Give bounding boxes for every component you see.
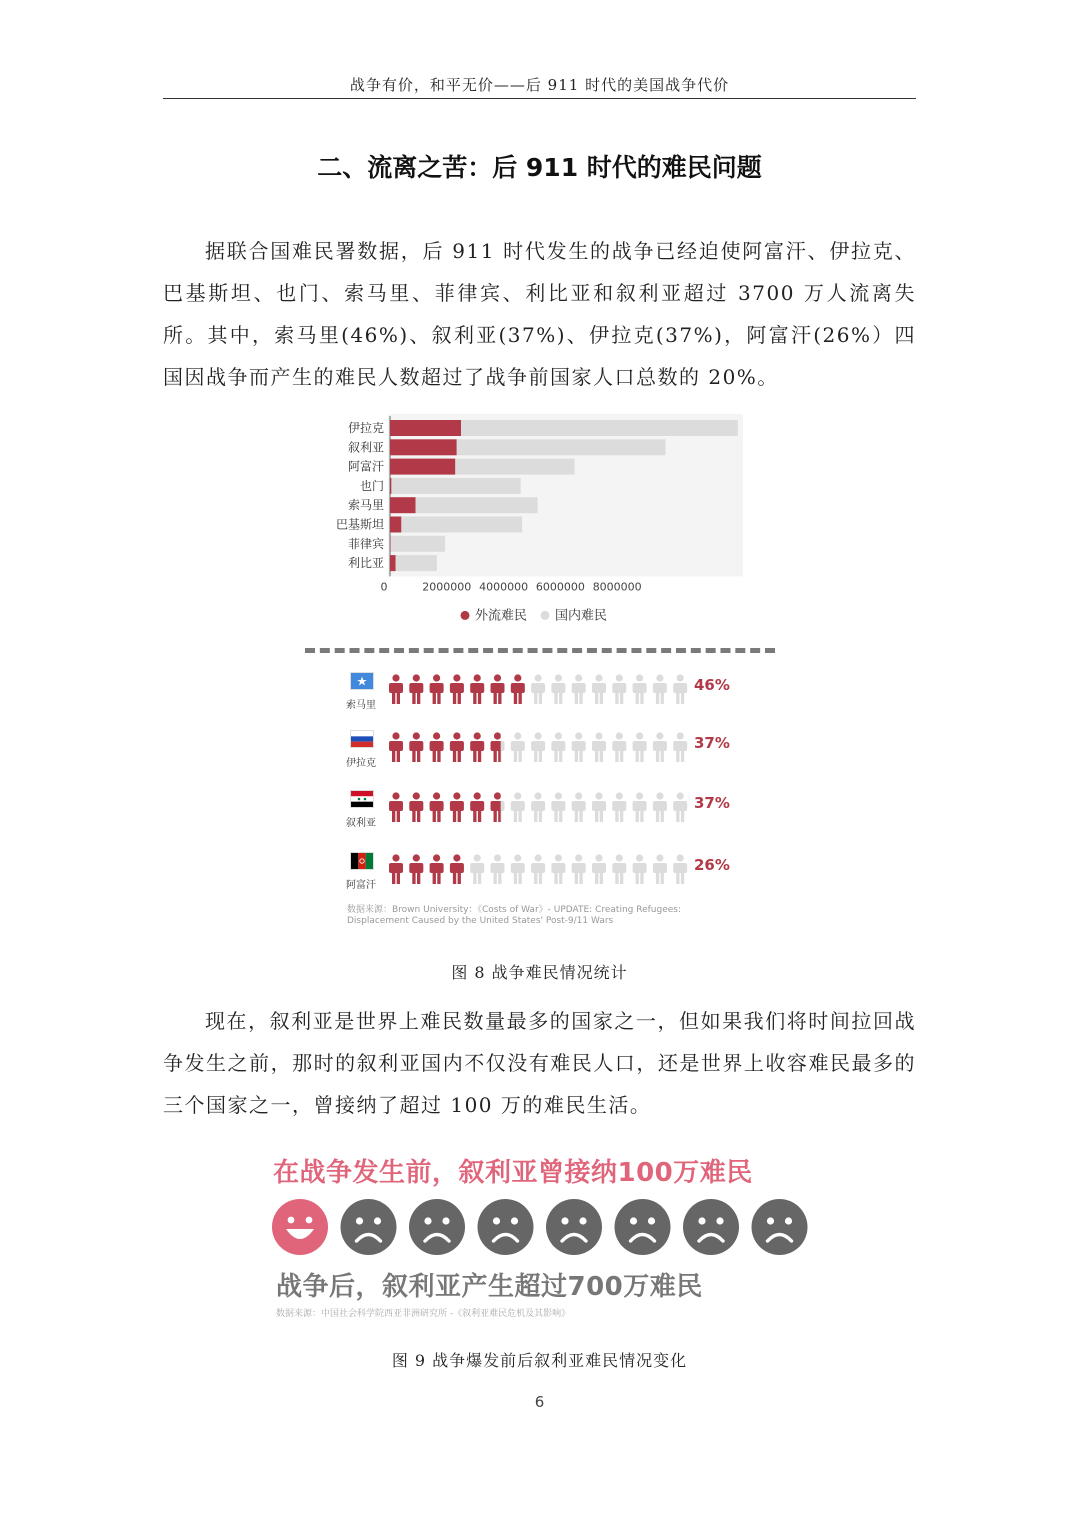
percent-label: 26% — [694, 856, 730, 874]
pictogram-row-afghanistan — [338, 852, 758, 902]
afghanistan-flag-icon — [350, 852, 374, 870]
figure9-caption: 图 9 战争爆发前后叙利亚难民情况变化 — [391, 1351, 688, 1370]
percent-label: 37% — [694, 734, 730, 752]
category-label: 索马里 — [347, 498, 384, 513]
sad-face-icon — [478, 1199, 534, 1255]
bar-internal-refugees — [461, 420, 738, 436]
running-header: 战争有价，和平无价——后 911 时代的美国战争代价 — [349, 76, 730, 94]
pictogram-row-somalia — [338, 672, 758, 722]
category-label: 阿富汗 — [347, 459, 384, 474]
bar-internal-refugees — [391, 536, 446, 552]
bar-external-refugees — [390, 555, 396, 571]
category-label: 菲律宾 — [347, 536, 384, 551]
bar-internal-refugees — [391, 478, 520, 494]
category-label: 巴基斯坦 — [335, 517, 384, 532]
bar-external-refugees — [390, 497, 416, 513]
faces-row — [268, 1196, 813, 1260]
bar-external-refugees — [390, 459, 455, 475]
syria-flag-icon — [350, 790, 374, 808]
bar-internal-refugees — [455, 459, 574, 475]
category-label: 伊拉克 — [347, 421, 384, 435]
people-pictogram — [388, 674, 688, 708]
sad-face-icon — [546, 1199, 602, 1255]
country-label: 阿富汗 — [346, 880, 376, 891]
bar-external-refugees — [390, 478, 391, 494]
header-rule — [163, 98, 916, 99]
people-pictogram — [388, 854, 688, 888]
category-label: 叙利亚 — [347, 440, 384, 455]
pictogram-row-iraq — [338, 730, 758, 780]
category-label: 利比亚 — [347, 556, 384, 571]
percent-label: 46% — [694, 676, 730, 694]
sad-face-icon — [615, 1199, 671, 1255]
percent-label: 37% — [694, 794, 730, 812]
x-tick-label: 2000000 — [422, 580, 472, 594]
country-label: 叙利亚 — [346, 818, 376, 829]
smiley-face-icon — [272, 1199, 328, 1255]
figure8-source: 数据来源：Brown University：《Costs of War》- UPDATE: Creating Refugees: Displacement Caused by the United States' Post-9/11 Wars — [347, 905, 681, 926]
pictogram-row-syria — [338, 790, 758, 840]
x-tick-label: 6000000 — [535, 580, 585, 594]
figure9-source: 数据来源：中国社会科学院西亚非洲研究所 -《叙利亚难民危机及其影响》 — [276, 1309, 571, 1319]
country-label: 伊拉克 — [346, 758, 376, 769]
category-label: 也门 — [359, 478, 384, 493]
iraq-flag-icon — [350, 730, 374, 748]
bar-internal-refugees — [401, 517, 522, 533]
bar-internal-refugees — [396, 555, 437, 571]
bar-internal-refugees — [416, 497, 538, 513]
plot-background — [388, 414, 743, 576]
bar-external-refugees — [390, 420, 461, 436]
bar-external-refugees — [390, 517, 401, 533]
bar-internal-refugees — [457, 439, 666, 455]
section-title: 二、流离之苦：后 911 时代的难民问题 — [317, 153, 762, 182]
figure9-before-text: 在战争发生前，叙利亚曾接纳100万难民 — [273, 1158, 753, 1188]
figure9-after-text: 战争后，叙利亚产生超过700万难民 — [276, 1272, 703, 1302]
people-pictogram — [388, 792, 688, 826]
country-label: 索马里 — [346, 700, 376, 711]
people-pictogram — [388, 732, 688, 766]
sad-face-icon — [341, 1199, 397, 1255]
refugee-bar-chart — [330, 412, 750, 637]
sad-face-icon — [752, 1199, 808, 1255]
bar-external-refugees — [390, 536, 391, 552]
x-tick-label: 4000000 — [479, 580, 529, 594]
figure8-caption: 图 8 战争难民情况统计 — [451, 963, 628, 982]
legend-marker — [461, 611, 470, 620]
bar-external-refugees — [390, 439, 457, 455]
body-paragraph-1: 据联合国难民署数据，后 911 时代发生的战争已经迫使阿富汗、伊拉克、巴基斯坦、也门、索马里、菲律宾、利比亚和叙利亚超过 3700 万人流离失所。其中，索马里(46%)、叙利亚(37%)、伊拉克(37%)，阿富汗(26%）四国因战争而产生的难民人数超过了战争前国家人口总数的 20%。 — [163, 239, 916, 389]
x-tick-label: 0 — [380, 580, 388, 594]
page-number: 6 — [534, 1393, 545, 1411]
legend-marker — [541, 611, 550, 620]
sad-face-icon — [409, 1199, 465, 1255]
legend-label: 外流难民 — [475, 608, 528, 624]
x-tick-label: 8000000 — [592, 580, 642, 594]
legend-label: 国内难民 — [555, 608, 608, 624]
sad-face-icon — [683, 1199, 739, 1255]
somalia-flag-icon — [350, 672, 374, 690]
dashed-divider — [305, 648, 775, 653]
body-paragraph-2: 现在，叙利亚是世界上难民数量最多的国家之一，但如果我们将时间拉回战争发生之前，那时的叙利亚国内不仅没有难民人口，还是世界上收容难民最多的三个国家之一，曾接纳了超过 100 万的难民生活。 — [163, 1009, 916, 1117]
